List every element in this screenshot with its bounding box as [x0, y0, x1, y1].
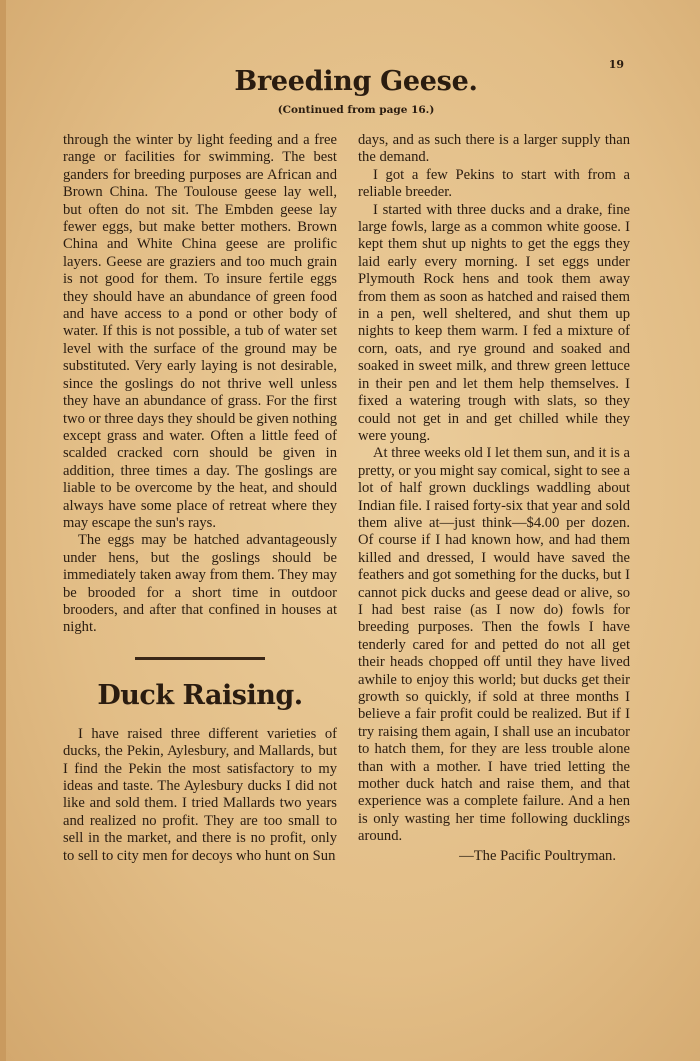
section-paragraph	[63, 726, 337, 865]
right-column	[358, 132, 630, 865]
section-paragraph: I started with three ducks and a drake, fine large fowls, large as a common white goose. I kept them shut up nights to get the eggs they laid early every morning. I set eggs under Plymouth Rock hens and took them away from them as soon as hatched and raised them in a pen, well sheltered, and shut them up nights to keep them warm. I fed a mixture of corn, oats, and rye ground and soaked and soaked in sweet milk, and threw green lettuce in their pen and let them help themselves. I fixed a watering trough with slats, so they could not get in and get chilled while they were young.	[358, 201, 630, 444]
source-credit: —The Pacific Poultryman.	[459, 847, 616, 864]
section-paragraph: At three weeks old I let them sun, and it is a pretty, or you might say comical, sight to see a lot of half grown ducklings waddling about Indian file. I raised forty-six that year and sold them alive at—just think—$4.00 per dozen. Of course if I had known how, and had them killed and dressed, I would have saved the feathers and got something for the ducks, but I cannot pick ducks and geese dead or alive, so I had best raise (as I now do) fowls for breeding purposes. Then the fowls I have tenderly cared for and petted do not all get their heads chopped off until they have lived awhile to enjoy this world; but ducks get their growth so quickly, if sold at three months I believe a fair profit could be realized. But if I try raising them again, I shall use an incubator to hatch them, for they are less trouble alone than with a mother. I have tried letting the mother duck hatch and raise them, and that experience was a complete failure. And a hen is only wasting her time following ducklings around.	[358, 445, 630, 845]
continued-note: (Continued from page 16.)	[277, 104, 435, 116]
article-paragraph: The eggs may be hatched advantageously under hens, but the goslings should be immediately taken away from them. They may be brooded for a short time in outdoor brooders, and after that confined in houses at night.	[63, 532, 337, 636]
left-column	[63, 132, 337, 865]
article-paragraph: through the winter by light feeding and a free range or facilities for swimming. The best ganders for breeding purposes are African and Brown China. The Toulouse geese lay well, but often do not sit. The Embden geese lay fewer eggs, but make better mothers. Brown China and White China geese are prolific layers. Geese are graziers and too much grain is not good for them. To insure fertile eggs they should have an abundance of green food and have access to a pond or other body of water. If this is not possible, a tub of water set level with the surface of the ground may be substituted. Very early laying is not desirable, since the goslings do not thrive well unless they have an abundance of grass. For the first two or three days they should be given nothing except grass and water. Often a little feed of scalded cracked corn should be given in addition, three times a day. The goslings are liable to be overcome by the heat, and should always have some place of retreat where they may escape the sun's rays.	[63, 132, 337, 531]
section-paragraph-continued	[358, 132, 630, 167]
section-divider	[135, 657, 265, 660]
article-title: Breeding Geese.	[234, 66, 478, 97]
split-paragraph-part-b: days, and as such there is a larger supply than the demand.	[358, 132, 630, 166]
section-title: Duck Raising.	[97, 679, 303, 711]
page-number: 19	[608, 58, 624, 71]
section-paragraph: I got a few Pekins to start with from a reliable breeder.	[358, 166, 630, 201]
split-paragraph-part-a: I have raised three different varieties of ducks, the Pekin, Aylesbury, and Mallards, but I find the Pekin the most satisfactory to my ideas and taste. The Aylesbury ducks I did not like and sold them. I tried Mallards two years and realized no profit. They are too small to sell in the market, and there is no profit, only to sell to city men for decoys who hunt on Sun	[63, 725, 337, 864]
